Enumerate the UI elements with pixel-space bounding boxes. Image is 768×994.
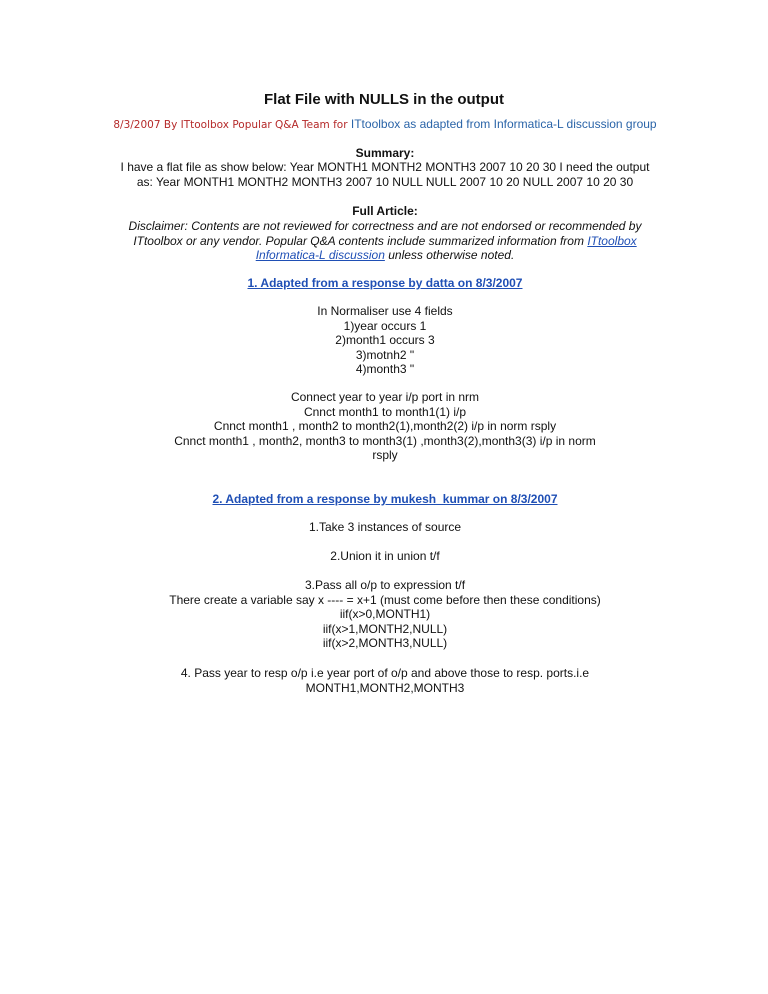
- response1-line: 3)motnh2 ": [355, 347, 415, 362]
- byline-source: ITtoolbox as adapted from Informatica-L discussion group: [350, 117, 657, 131]
- informatica-discussion-link[interactable]: ITtoolbox Informatica-L discussion: [255, 233, 637, 263]
- response1-line: 2)month1 occurs 3: [335, 333, 435, 348]
- byline-date-author: 8/3/2007 By ITtoolbox Popular Q&A Team for: [113, 119, 348, 131]
- response1-line: Cnnct month1 , month2, month3 to month3(1) ,month3(2),month3(3) i/p in norm rsply: [174, 433, 596, 463]
- response2-step1: 1.Take 3 instances of source: [308, 520, 462, 534]
- response2-step4: 4. Pass year to resp o/p i.e year port of o/p and above those to resp. ports.i.e MONTH1,MONTH2,MONTH3: [180, 666, 590, 695]
- response1-line: 1)year occurs 1: [343, 318, 427, 333]
- response2-heading-row: [110, 492, 660, 507]
- response2-line: iif(x>2,MONTH3,NULL): [322, 636, 448, 651]
- article-title: Flat File with NULLS in the output: [264, 91, 504, 108]
- disclaimer-text: Disclaimer: Contents are not reviewed for correctness and are not endorsed or recommended by ITtoolbox or any vendor. Popular Q&A contents include summarized information from: [128, 219, 642, 248]
- response2-line: iif(x>0,MONTH1): [339, 607, 431, 622]
- response2-heading-link[interactable]: 2. Adapted from a response by mukesh_kummar on 8/3/2007: [212, 492, 558, 506]
- summary-heading: Summary:: [355, 146, 415, 160]
- response2-step3: [100, 578, 670, 651]
- response1-normaliser-steps: [110, 304, 660, 377]
- disclaimer: [112, 219, 658, 263]
- article-byline: [110, 117, 660, 133]
- response2-line: 3.Pass all o/p to expression t/f: [304, 578, 466, 592]
- response1-line: 4)month3 ": [355, 362, 415, 377]
- response2-line: There create a variable say x ---- = x+1 (must come before then these conditions): [169, 592, 601, 607]
- response1-heading-row: [110, 276, 660, 291]
- response2-step2: 2.Union it in union t/f: [330, 549, 440, 563]
- disclaimer-suffix: unless otherwise noted.: [388, 248, 515, 263]
- summary-text: I have a flat file as show below: Year MONTH1 MONTH2 MONTH3 2007 10 20 30 I need the output as: Year MONTH1 MONTH2 MONTH3 2007 10 NULL NULL 2007 10 20 NULL 2007 10 20 30: [120, 160, 650, 189]
- response2-line: iif(x>1,MONTH2,NULL): [322, 621, 448, 636]
- response1-line: Cnnct month1 , month2 to month2(1),month2(2) i/p in norm rsply: [213, 419, 557, 434]
- full-article-heading: Full Article:: [352, 204, 418, 218]
- response1-line: In Normaliser use 4 fields: [317, 304, 453, 318]
- response1-connect-steps: [170, 390, 600, 463]
- response1-line: Cnnct month1 to month1(1) i/p: [303, 404, 467, 419]
- response1-heading-link[interactable]: 1. Adapted from a response by datta on 8/3/2007: [247, 276, 523, 290]
- response1-line: Connect year to year i/p port in nrm: [290, 390, 480, 404]
